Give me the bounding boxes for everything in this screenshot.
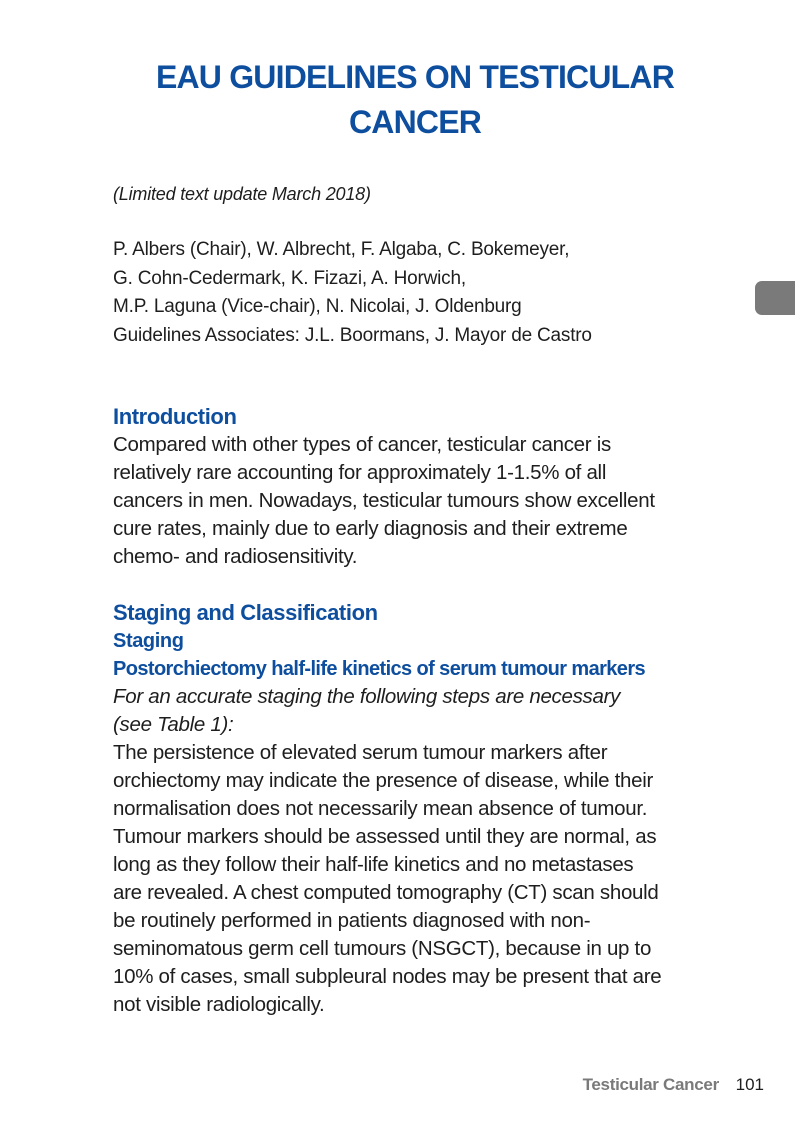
staging-classification-section [113, 599, 753, 1019]
paragraph-line: normalisation does not necessarily mean absence of tumour. [113, 797, 648, 820]
title-line-2: CANCER [348, 104, 482, 140]
introduction-heading: Introduction [113, 404, 237, 429]
page-footer [583, 1073, 764, 1097]
author-line: G. Cohn-Cedermark, K. Fizazi, A. Horwich, [113, 267, 466, 289]
paragraph-line: (see Table 1): [113, 713, 234, 736]
paragraph-line: Tumour markers should be assessed until they are normal, as [113, 825, 657, 848]
title-line-1: EAU GUIDELINES ON TESTICULAR [155, 59, 675, 95]
paragraph-line: orchiectomy may indicate the presence of disease, while their [113, 769, 654, 792]
paragraph-line: For an accurate staging the following steps are necessary [113, 685, 621, 708]
paragraph-line: not visible radiologically. [113, 993, 325, 1016]
update-note: (Limited text update March 2018) [113, 184, 371, 204]
staging-subheading: Staging [113, 630, 184, 652]
document-title [60, 55, 770, 145]
author-line: Guidelines Associates: J.L. Boormans, J. Mayor de Castro [113, 324, 592, 346]
paragraph-line: cancers in men. Nowadays, testicular tumours show excellent [113, 489, 655, 512]
staging-paragraph [113, 739, 753, 1019]
staging-classification-heading: Staging and Classification [113, 600, 378, 625]
paragraph-line: relatively rare accounting for approximately 1-1.5% of all [113, 461, 607, 484]
tumour-markers-subheading: Postorchiectomy half-life kinetics of serum tumour markers [113, 658, 646, 680]
introduction-section [113, 403, 753, 571]
paragraph-line: are revealed. A chest computed tomography (CT) scan should [113, 881, 659, 904]
paragraph-line: be routinely performed in patients diagnosed with non- [113, 909, 591, 932]
chapter-thumb-tab [755, 281, 795, 315]
running-title: Testicular Cancer [582, 1075, 719, 1094]
paragraph-line: Compared with other types of cancer, testicular cancer is [113, 433, 611, 456]
page-number: 101 [735, 1075, 764, 1094]
author-line: P. Albers (Chair), W. Albrecht, F. Algaba, C. Bokemeyer, [113, 239, 570, 260]
author-list [113, 236, 592, 350]
paragraph-line: long as they follow their half-life kinetics and no metastases [113, 853, 634, 876]
paragraph-line: The persistence of elevated serum tumour markers after [113, 741, 608, 764]
paragraph-line: seminomatous germ cell tumours (NSGCT), because in up to [113, 937, 652, 960]
author-line: M.P. Laguna (Vice-chair), N. Nicolai, J. Oldenburg [113, 296, 522, 317]
paragraph-line: cure rates, mainly due to early diagnosis and their extreme [113, 517, 628, 540]
paragraph-line: 10% of cases, small subpleural nodes may be present that are [113, 965, 662, 988]
paragraph-line: chemo- and radiosensitivity. [113, 545, 358, 568]
introduction-paragraph [113, 431, 753, 571]
staging-intro-italic [113, 683, 753, 739]
